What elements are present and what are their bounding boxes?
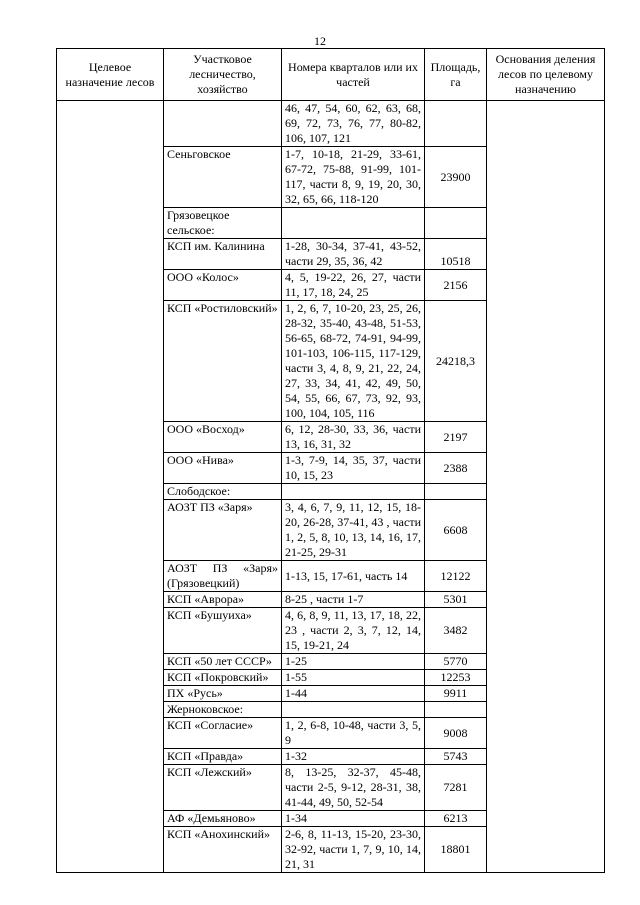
area-cell: 10518 — [425, 239, 487, 270]
area-cell — [425, 484, 487, 500]
forestry-cell: Слободское: — [164, 484, 282, 500]
table-row — [57, 101, 605, 147]
quarters-cell: 8-25 , части 1-7 — [282, 592, 425, 608]
forestry-cell: КСП им. Калинина — [164, 239, 282, 270]
area-cell: 9008 — [425, 718, 487, 749]
quarters-cell: 8, 13-25, 32-37, 45-48, части 2-5, 9-12, 28-31, 38, 41-44, 49, 50, 52-54 — [282, 765, 425, 811]
table-header-row — [57, 49, 605, 101]
forestry-cell: АОЗТ ПЗ «Заря» — [164, 500, 282, 561]
area-cell: 12253 — [425, 670, 487, 686]
quarters-cell: 1-34 — [282, 811, 425, 827]
quarters-cell: 1, 2, 6-8, 10-48, части 3, 5, 9 — [282, 718, 425, 749]
forestry-cell: Грязовецкое сельское: — [164, 208, 282, 239]
area-cell — [425, 101, 487, 147]
quarters-cell: 1, 2, 6, 7, 10-20, 23, 25, 26, 28-32, 35-40, 43-48, 51-53, 56-65, 68-72, 74-91, 94-99, 101-103, 106-115, 117-129, части 3, 4, 8, 9, 21, 22, 24, 27, 33, 34, 41, 42, 49, 50, 54, 55, 66, 67, 73, 92, 93, 100, 104, 105, 116 — [282, 301, 425, 422]
quarters-cell — [282, 208, 425, 239]
forestry-cell: АФ «Демьяново» — [164, 811, 282, 827]
quarters-cell: 1-44 — [282, 686, 425, 702]
area-cell: 9911 — [425, 686, 487, 702]
quarters-cell: 2-6, 8, 11-13, 15-20, 23-30, 32-92, части 1, 7, 9, 10, 14, 21, 31 — [282, 827, 425, 873]
quarters-cell — [282, 484, 425, 500]
area-cell: 6213 — [425, 811, 487, 827]
forest-purpose-table — [56, 48, 605, 873]
quarters-cell: 1-7, 10-18, 21-29, 33-61, 67-72, 75-88, 91-99, 101-117, части 8, 9, 19, 20, 30, 32, 65, 66, 118-120 — [282, 147, 425, 208]
quarters-cell — [282, 702, 425, 718]
quarters-cell: 4, 5, 19-22, 26, 27, части 11, 17, 18, 24, 25 — [282, 270, 425, 301]
area-cell: 2388 — [425, 453, 487, 484]
quarters-cell: 1-25 — [282, 654, 425, 670]
header-area: Площадь, га — [425, 49, 487, 101]
header-forestry: Участковое лесничество, хозяйство — [164, 49, 282, 101]
header-purpose: Целевое назначение лесов — [57, 49, 164, 101]
forestry-cell: КСП «Ростиловский» — [164, 301, 282, 422]
area-cell — [425, 208, 487, 239]
quarters-cell: 6, 12, 28-30, 33, 36, части 13, 16, 31, 32 — [282, 422, 425, 453]
area-cell: 7281 — [425, 765, 487, 811]
forestry-cell: КСП «Согласие» — [164, 718, 282, 749]
area-cell: 5301 — [425, 592, 487, 608]
quarters-cell: 1-32 — [282, 749, 425, 765]
forestry-cell: КСП «Бушуиха» — [164, 608, 282, 654]
basis-cell — [487, 101, 605, 873]
forestry-cell: КСП «Правда» — [164, 749, 282, 765]
area-cell: 2197 — [425, 422, 487, 453]
forestry-cell — [164, 101, 282, 147]
forestry-cell: Сеньговское — [164, 147, 282, 208]
quarters-cell: 3, 4, 6, 7, 9, 11, 12, 15, 18-20, 26-28, 37-41, 43 , части 1, 2, 5, 8, 10, 13, 14, 16, 17, 21-25, 29-31 — [282, 500, 425, 561]
purpose-cell — [57, 101, 164, 873]
forestry-cell: КСП «Анохинский» — [164, 827, 282, 873]
forestry-cell: Жерноковское: — [164, 702, 282, 718]
quarters-cell: 46, 47, 54, 60, 62, 63, 68, 69, 72, 73, 76, 77, 80-82, 106, 107, 121 — [282, 101, 425, 147]
quarters-cell: 1-13, 15, 17-61, часть 14 — [282, 561, 425, 592]
area-cell: 18801 — [425, 827, 487, 873]
header-quarters: Номера кварталов или их частей — [282, 49, 425, 101]
area-cell: 5770 — [425, 654, 487, 670]
area-cell: 23900 — [425, 147, 487, 208]
header-basis: Основания деления лесов по целевому назначению — [487, 49, 605, 101]
area-cell: 5743 — [425, 749, 487, 765]
area-cell — [425, 702, 487, 718]
quarters-cell: 1-55 — [282, 670, 425, 686]
quarters-cell: 1-28, 30-34, 37-41, 43-52, части 29, 35, 36, 42 — [282, 239, 425, 270]
forestry-cell: ООО «Нива» — [164, 453, 282, 484]
quarters-cell: 4, 6, 8, 9, 11, 13, 17, 18, 22, 23 , части 2, 3, 7, 12, 14, 15, 19-21, 24 — [282, 608, 425, 654]
area-cell: 3482 — [425, 608, 487, 654]
forestry-cell: АОЗТ ПЗ «Заря» (Грязовецкий) — [164, 561, 282, 592]
forestry-cell: ООО «Колос» — [164, 270, 282, 301]
forestry-cell: КСП «50 лет СССР» — [164, 654, 282, 670]
forestry-cell: КСП «Лежский» — [164, 765, 282, 811]
quarters-cell: 1-3, 7-9, 14, 35, 37, части 10, 15, 23 — [282, 453, 425, 484]
area-cell: 12122 — [425, 561, 487, 592]
area-cell: 6608 — [425, 500, 487, 561]
page-number: 12 — [314, 34, 326, 48]
forestry-cell: КСП «Аврора» — [164, 592, 282, 608]
forestry-cell: КСП «Покровский» — [164, 670, 282, 686]
area-cell: 24218,3 — [425, 301, 487, 422]
forestry-cell: ООО «Восход» — [164, 422, 282, 453]
area-cell: 2156 — [425, 270, 487, 301]
forestry-cell: ПХ «Русь» — [164, 686, 282, 702]
